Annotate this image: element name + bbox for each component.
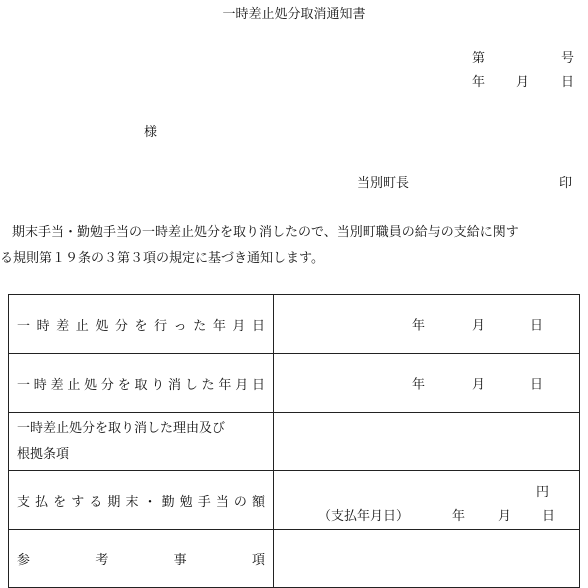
row-label-remarks: 参考事項 [9,530,274,588]
payment-date-month: 月 [498,509,512,524]
table-row [9,530,580,588]
issue-date-day: 日 [561,75,575,90]
document-number-prefix: 第 [472,51,486,66]
cancellation-date-month: 月 [472,377,486,393]
seal-mark: 印 [559,176,573,191]
document-number-suffix: 号 [561,51,575,66]
payment-amount-cell [274,471,580,530]
suspension-date-month: 月 [472,318,486,334]
table-row [9,354,580,413]
document-title: 一時差止処分取消通知書 [222,7,366,22]
payment-date-label: （支払年月日） [318,509,410,524]
notice-body-line-1: 期末手当・勤勉手当の一時差止処分を取り消したので、当別町職員の給与の支給に関す [12,225,519,240]
addressee-suffix: 様 [144,125,158,140]
suspension-date-year: 年 [412,318,426,334]
reason-cell [274,413,580,471]
row-label-suspension-date: 一時差止処分を行った年月日 [9,295,274,354]
payment-date-day: 日 [542,509,556,524]
notice-body [0,220,588,272]
table-row [9,295,580,354]
row-label-payment-amount: 支払をする期末・勤勉手当の額 [9,471,274,530]
row-label-reason: 一時差止処分を取り消した理由及び 根拠条項 [9,413,274,471]
cancellation-date-year: 年 [412,377,426,393]
row-label-cancellation-date: 一時差止処分を取り消した年月日 [9,354,274,413]
cancellation-date-cell [274,354,580,413]
payment-yen-unit: 円 [535,485,549,500]
issue-date-month: 月 [516,75,530,90]
remarks-cell [274,530,580,588]
notice-body-line-2: る規則第１９条の３第３項の規定に基づき通知します。 [0,251,324,266]
detail-table [8,294,580,588]
suspension-date-cell [274,295,580,354]
payment-date-year: 年 [452,509,466,524]
suspension-date-day: 日 [530,318,544,334]
cancellation-date-day: 日 [530,377,544,393]
table-row [9,413,580,471]
issuer-name: 当別町長 [357,176,410,191]
issue-date-year: 年 [472,75,486,90]
table-row [9,471,580,530]
